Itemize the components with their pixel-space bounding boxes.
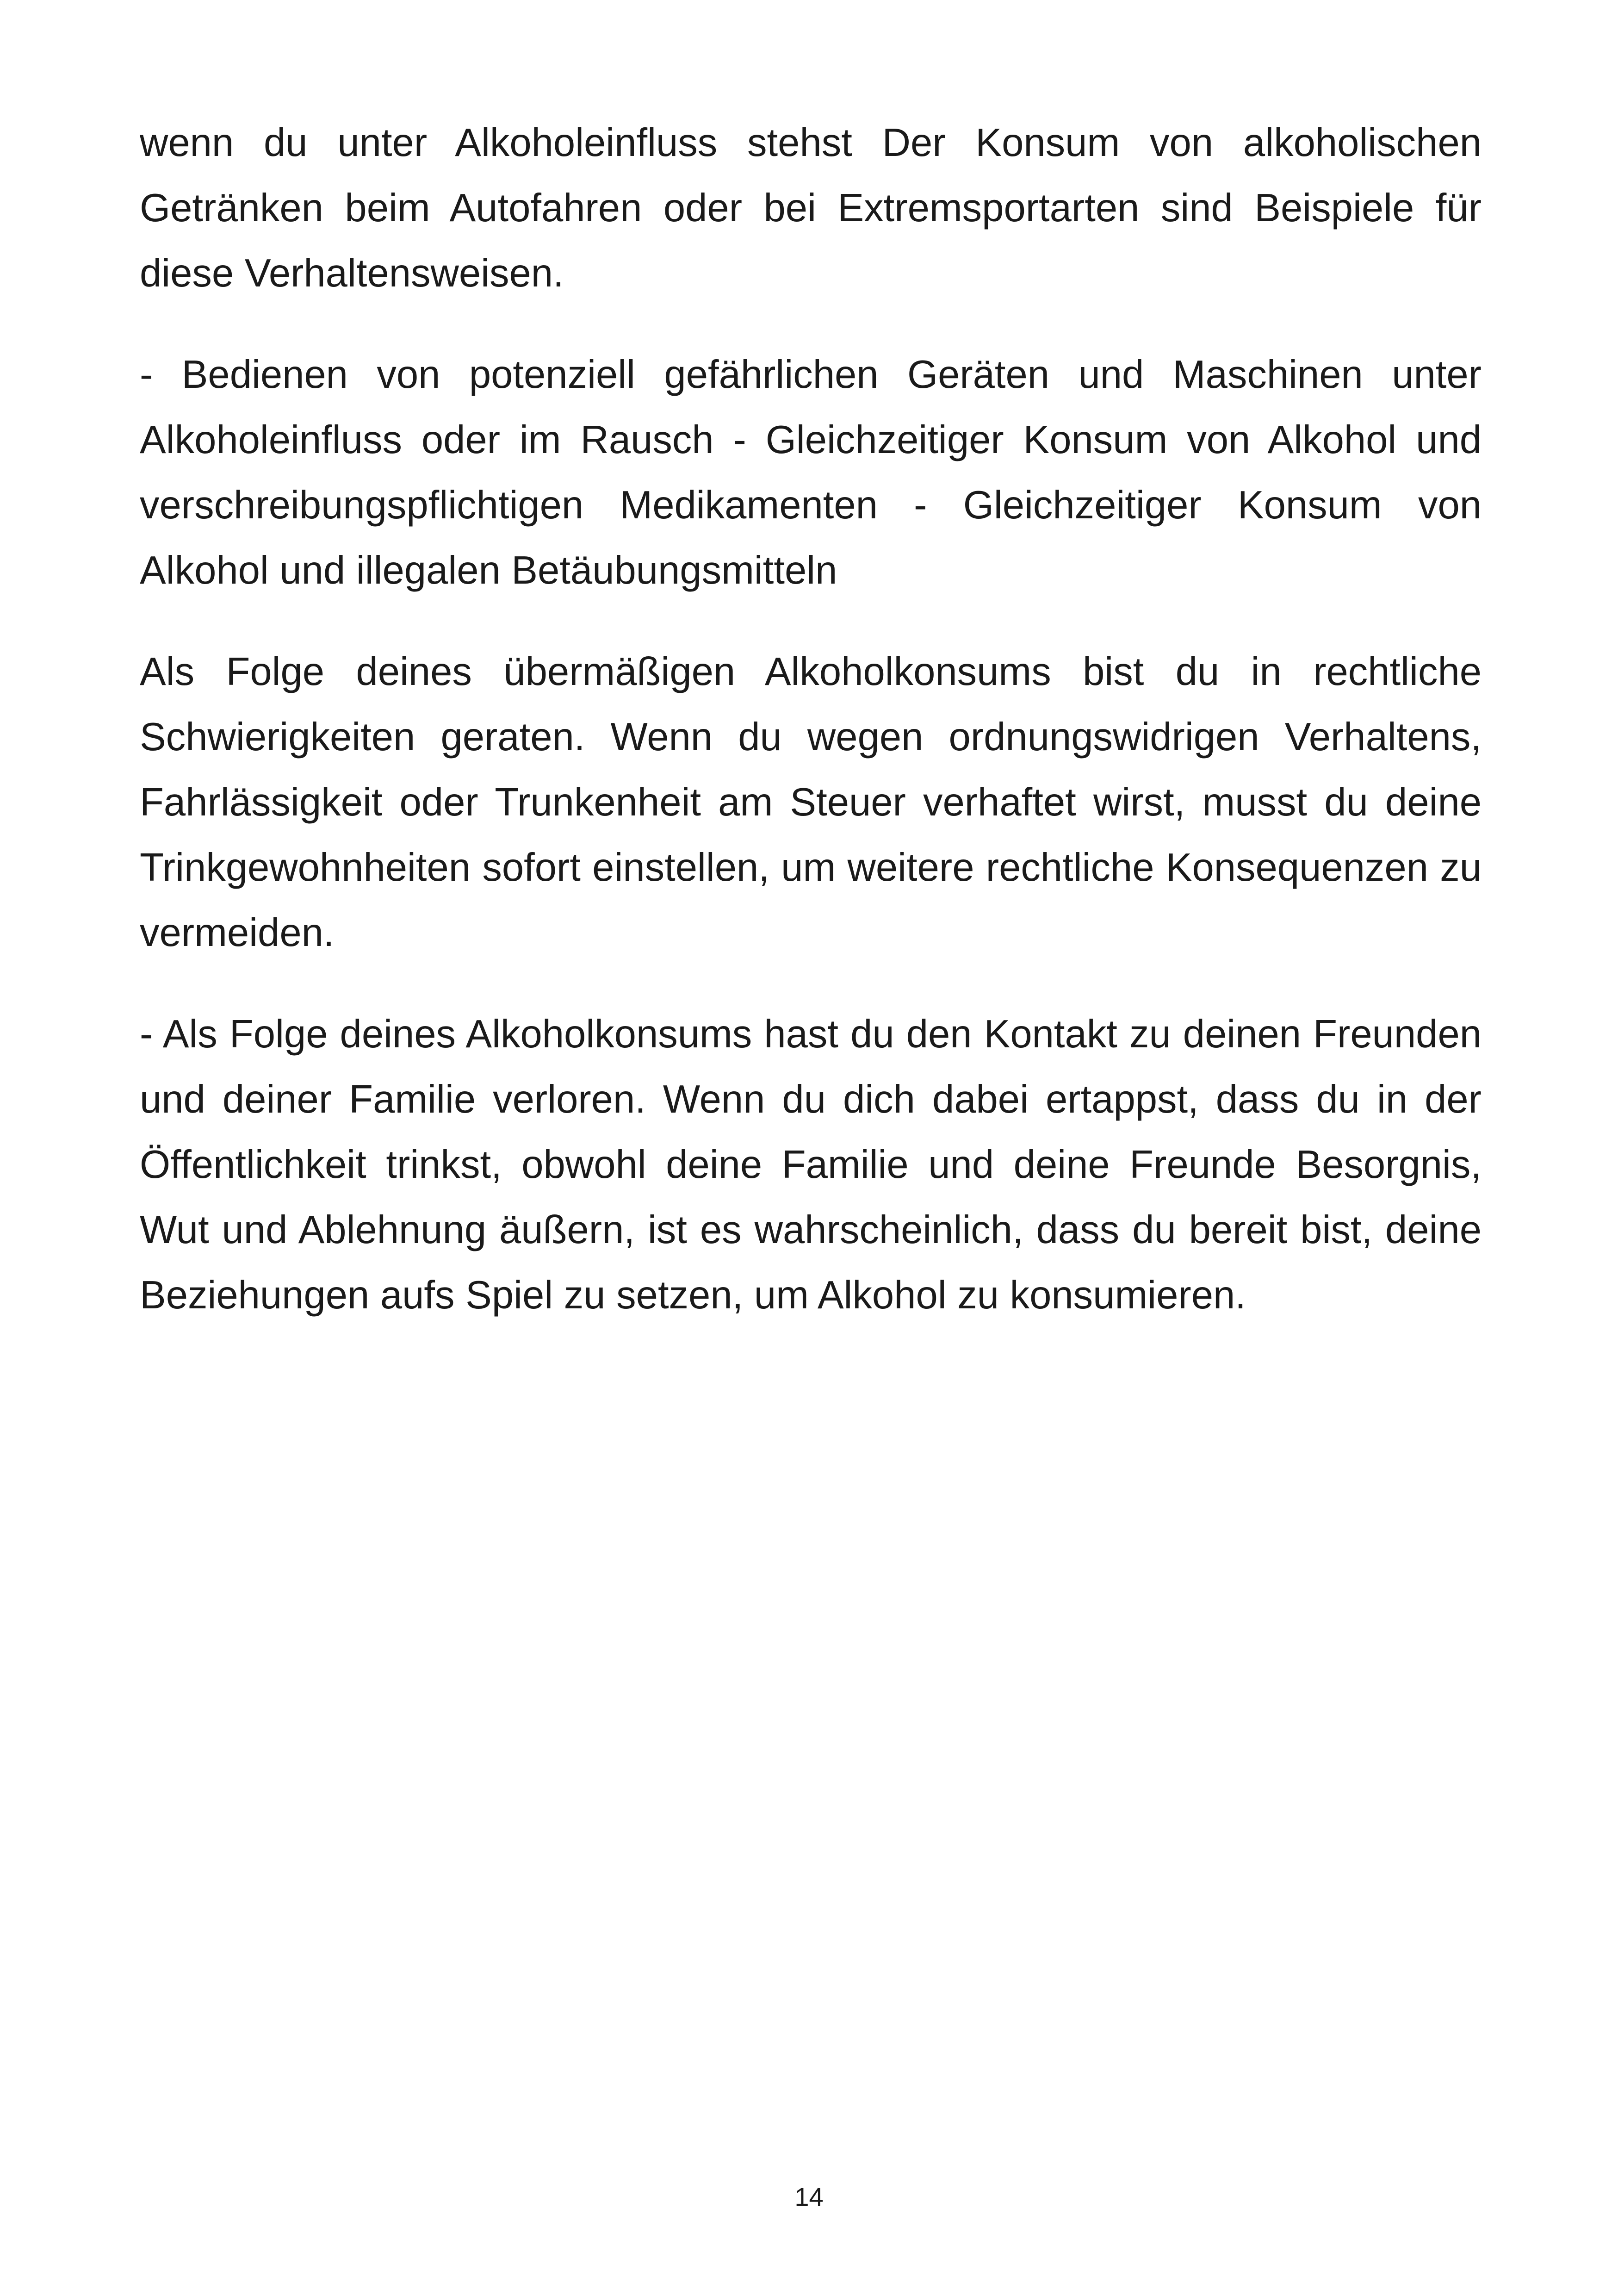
paragraph-1: wenn du unter Alkoholeinfluss stehst Der Konsum von alkoholischen Getränken beim Autofahren oder bei Extremsportarten sind Beispiele für diese Verhaltensweisen. — [140, 121, 1482, 295]
paragraph-4: - Als Folge deines Alkoholkonsums hast du den Kontakt zu deinen Freunden und deiner Familie verloren. Wenn du dich dabei ertappst, dass du in der Öffentlichkeit trinkst, obwohl deine Familie und deine Freunde Besorgnis, Wut und Ablehnung äußern, ist es wahrscheinlich, dass du bereit bist, deine Beziehungen aufs Spiel zu setzen, um Alkohol zu konsumieren. — [140, 1012, 1482, 1317]
paragraph-3: Als Folge deines übermäßigen Alkoholkonsums bist du in rechtliche Schwierigkeiten geraten. Wenn du wegen ordnungswidrigen Verhaltens, Fahrlässigkeit oder Trunkenheit am Steuer verhaftet wirst, musst du deine Trinkgewohnheiten sofort einstellen, um weitere rechtliche Konsequenzen zu vermeiden. — [140, 650, 1482, 955]
paragraph-2: - Bedienen von potenziell gefährlichen Geräten und Maschinen unter Alkoholeinfluss oder im Rausch - Gleichzeitiger Konsum von Alkohol und verschreibungspflichtigen Medikamenten - Gleichzeitiger Konsum von Alkohol und illegalen Betäubungsmitteln — [140, 353, 1482, 592]
page-number: 14 — [794, 2182, 824, 2211]
body-text — [140, 110, 1482, 1364]
